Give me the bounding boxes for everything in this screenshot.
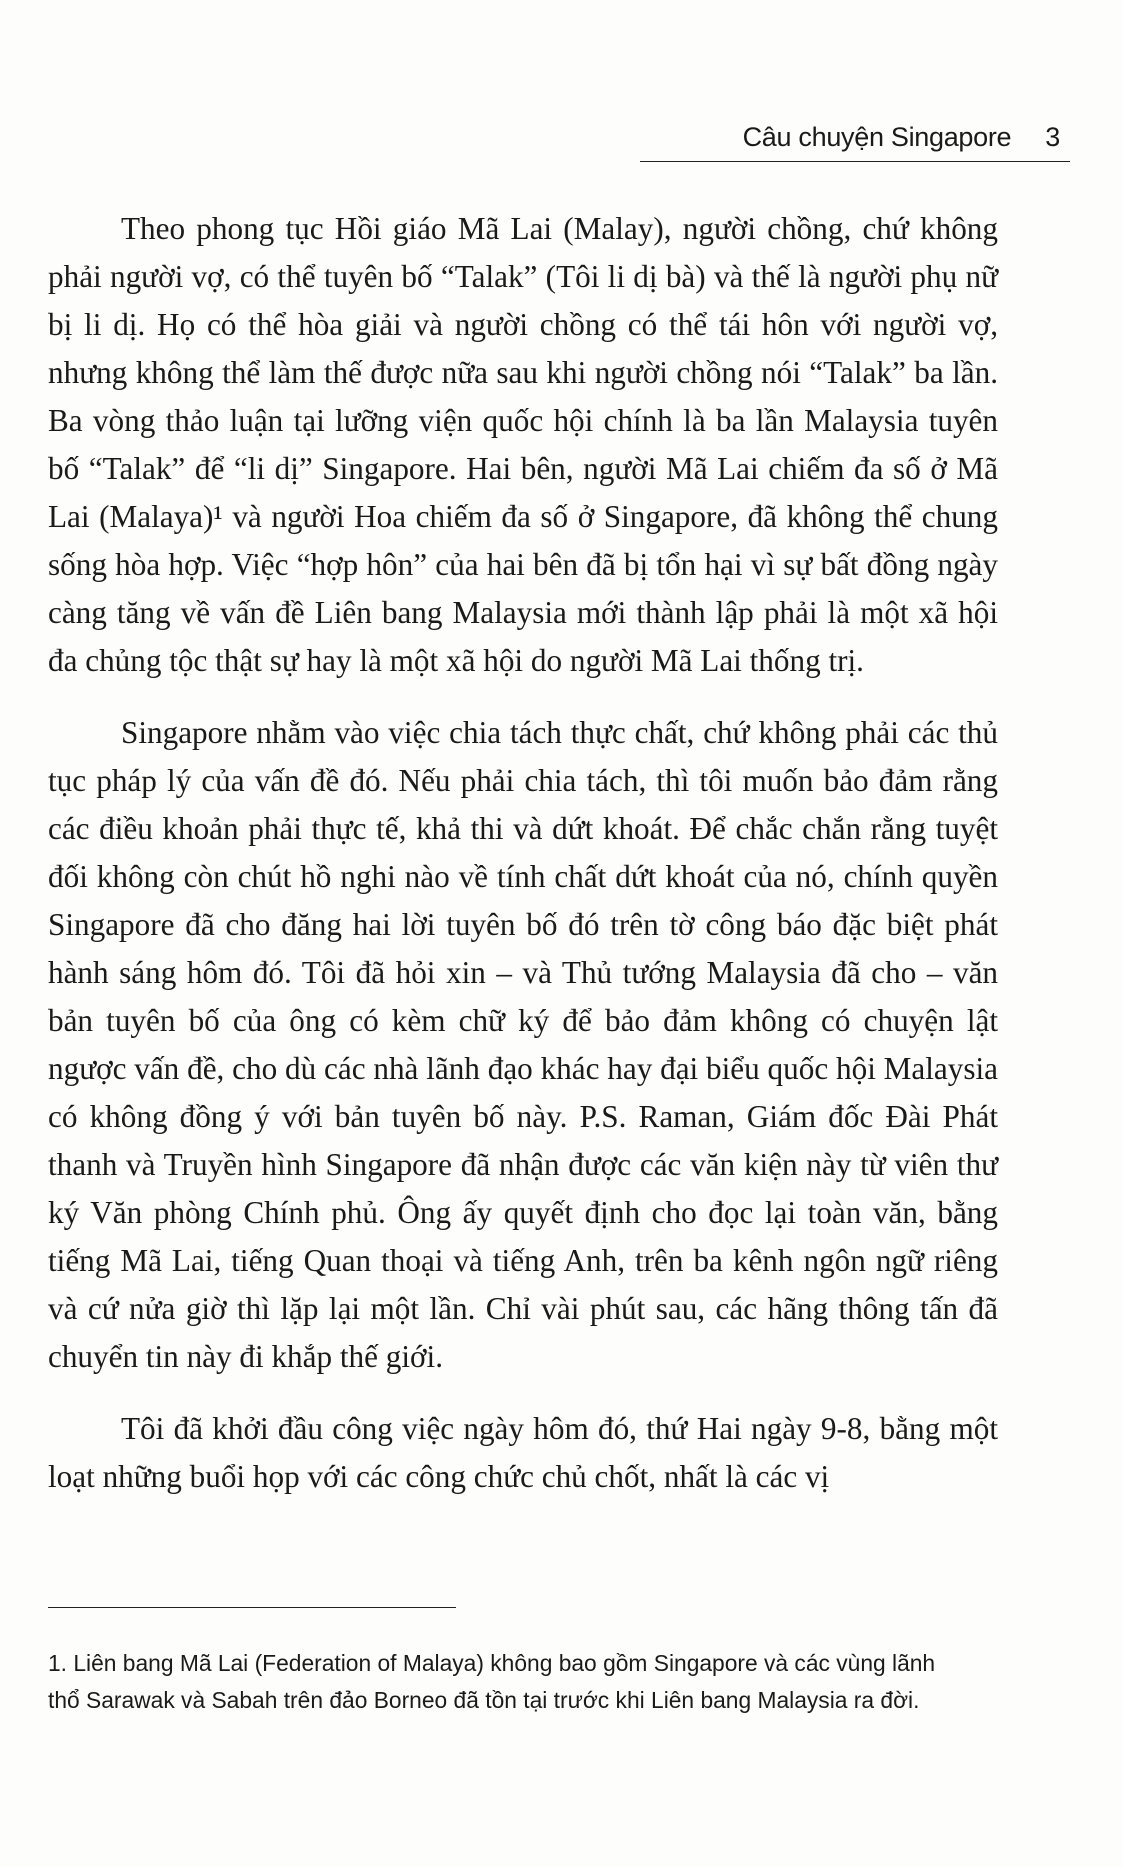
- footnote-divider: [48, 1607, 456, 1608]
- paragraph-2: Singapore nhằm vào việc chia tách thực chất, chứ không phải các thủ tục pháp lý của vấn đề đó. Nếu phải chia tách, thì tôi muốn bảo đảm rằng các điều khoản phải thực tế, khả thi và dứt khoát. Để chắc chắn rằng tuyệt đối không còn chút hồ nghi nào về tính chất dứt khoát của nó, chính quyền Singapore đã cho đăng hai lời tuyên bố đó trên tờ công báo đặc biệt phát hành sáng hôm đó. Tôi đã hỏi xin – và Thủ tướng Malaysia đã cho – văn bản tuyên bố của ông có kèm chữ ký để bảo đảm không có chuyện lật ngược vấn đề, cho dù các nhà lãnh đạo khác hay đại biểu quốc hội Malaysia có không đồng ý với bản tuyên bố này. P.S. Raman, Giám đốc Đài Phát thanh và Truyền hình Singapore đã nhận được các văn kiện này từ viên thư ký Văn phòng Chính phủ. Ông ấy quyết định cho đọc lại toàn văn, bằng tiếng Mã Lai, tiếng Quan thoại và tiếng Anh, trên ba kênh ngôn ngữ riêng và cứ nửa giờ thì lặp lại một lần. Chỉ vài phút sau, các hãng thông tấn đã chuyển tin này đi khắp thế giới.: [48, 715, 998, 1374]
- paragraph-3: Tôi đã khởi đầu công việc ngày hôm đó, thứ Hai ngày 9-8, bằng một loạt những buổi họp với các công chức chủ chốt, nhất là các vị: [48, 1411, 998, 1494]
- footnote-line-1: 1. Liên bang Mã Lai (Federation of Malaya) không bao gồm Singapore và các vùng lãnh: [48, 1650, 936, 1676]
- footnote-line-2: thổ Sarawak và Sabah trên đảo Borneo đã tồn tại trước khi Liên bang Malaysia ra đời.: [48, 1687, 920, 1713]
- running-header: [640, 118, 1070, 162]
- running-header-title: Câu chuyện Singapore: [742, 122, 1012, 152]
- body-text: [48, 205, 998, 1501]
- footnote: [48, 1645, 998, 1719]
- page-number: 3: [1045, 122, 1060, 152]
- paragraph-1: Theo phong tục Hồi giáo Mã Lai (Malay), người chồng, chứ không phải người vợ, có thể tuyên bố “Talak” (Tôi li dị bà) và thế là người phụ nữ bị li dị. Họ có thể hòa giải và người chồng có thể tái hôn với người vợ, nhưng không thể làm thế được nữa sau khi người chồng nói “Talak” ba lần. Ba vòng thảo luận tại lưỡng viện quốc hội chính là ba lần Malaysia tuyên bố “Talak” để “li dị” Singapore. Hai bên, người Mã Lai chiếm đa số ở Mã Lai (Malaya)¹ và người Hoa chiếm đa số ở Singapore, đã không thể chung sống hòa hợp. Việc “hợp hôn” của hai bên đã bị tổn hại vì sự bất đồng ngày càng tăng về vấn đề Liên bang Malaysia mới thành lập phải là một xã hội đa chủng tộc thật sự hay là một xã hội do người Mã Lai thống trị.: [48, 211, 998, 678]
